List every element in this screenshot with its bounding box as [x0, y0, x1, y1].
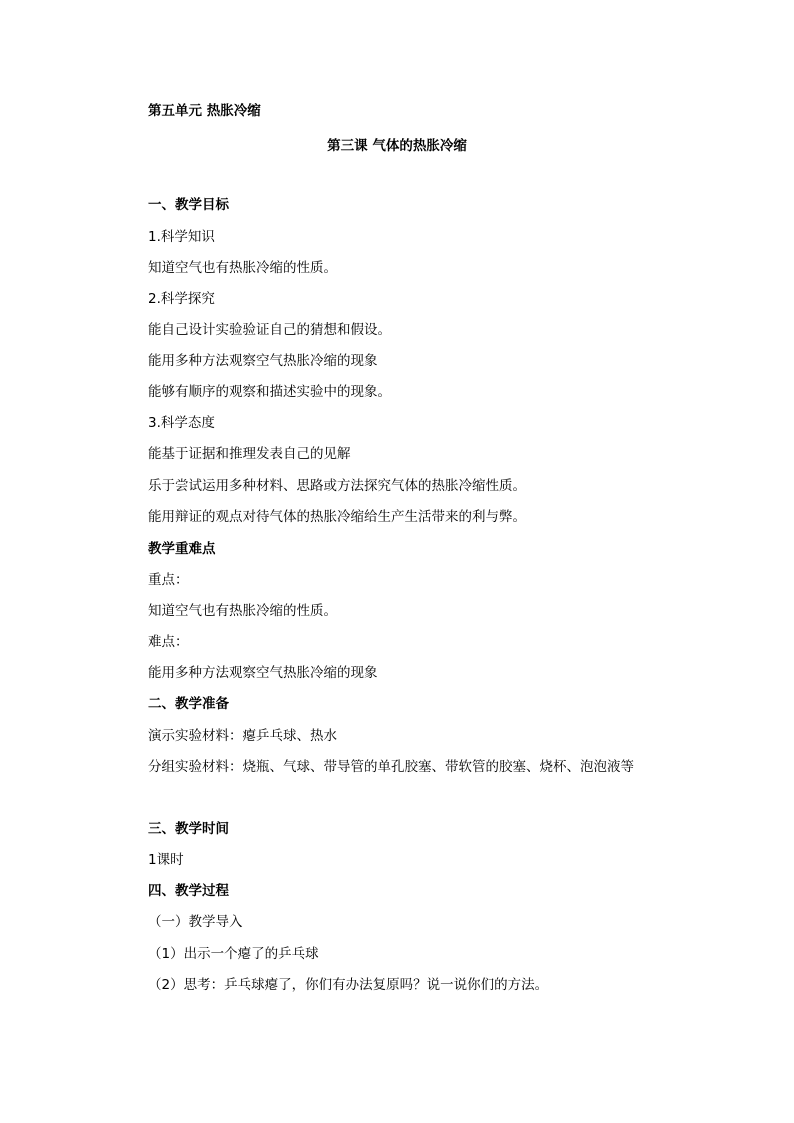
paragraph: 能够有顺序的观察和描述实验中的现象。: [148, 384, 391, 400]
subheading-attitude: 3.科学态度: [148, 415, 215, 431]
subheading-intro: （一）教学导入: [148, 914, 243, 930]
unit-title: 第五单元 热胀冷缩: [148, 103, 261, 119]
subheading-inquiry: 2.科学探究: [148, 291, 215, 307]
paragraph: 能基于证据和推理发表自己的见解: [148, 446, 351, 462]
paragraph: （1）出示一个瘪了的乒乓球: [148, 946, 319, 962]
section-heading-time: 三、教学时间: [148, 821, 229, 837]
section-heading-objectives: 一、教学目标: [148, 197, 229, 213]
section-heading-process: 四、教学过程: [148, 883, 229, 899]
key-label: 重点：: [148, 572, 189, 588]
paragraph: 能用多种方法观察空气热胀冷缩的现象: [148, 665, 378, 681]
paragraph: 知道空气也有热胀冷缩的性质。: [148, 260, 337, 276]
paragraph-group-materials: 分组实验材料：烧瓶、气球、带导管的单孔胶塞、带软管的胶塞、烧杯、泡泡液等: [148, 759, 634, 775]
paragraph: 1课时: [148, 852, 184, 868]
paragraph: 能用辩证的观点对待气体的热胀冷缩给生产生活带来的利与弊。: [148, 509, 526, 525]
subheading-knowledge: 1.科学知识: [148, 229, 215, 245]
paragraph: 演示实验材料：瘪乒乓球、热水: [148, 728, 337, 744]
lesson-title: 第三课 气体的热胀冷缩: [327, 138, 467, 154]
section-heading-key-points: 教学重难点: [148, 541, 216, 557]
paragraph: 乐于尝试运用多种材料、思路或方法探究气体的热胀冷缩性质。: [148, 478, 526, 494]
paragraph: 能用多种方法观察空气热胀冷缩的现象: [148, 353, 378, 369]
paragraph: 能自己设计实验验证自己的猜想和假设。: [148, 322, 391, 338]
section-heading-preparation: 二、教学准备: [148, 696, 229, 712]
paragraph: （2）思考：乒乓球瘪了，你们有办法复原吗？说一说你们的方法。: [148, 977, 549, 993]
paragraph: 知道空气也有热胀冷缩的性质。: [148, 603, 337, 619]
hard-label: 难点：: [148, 634, 189, 650]
